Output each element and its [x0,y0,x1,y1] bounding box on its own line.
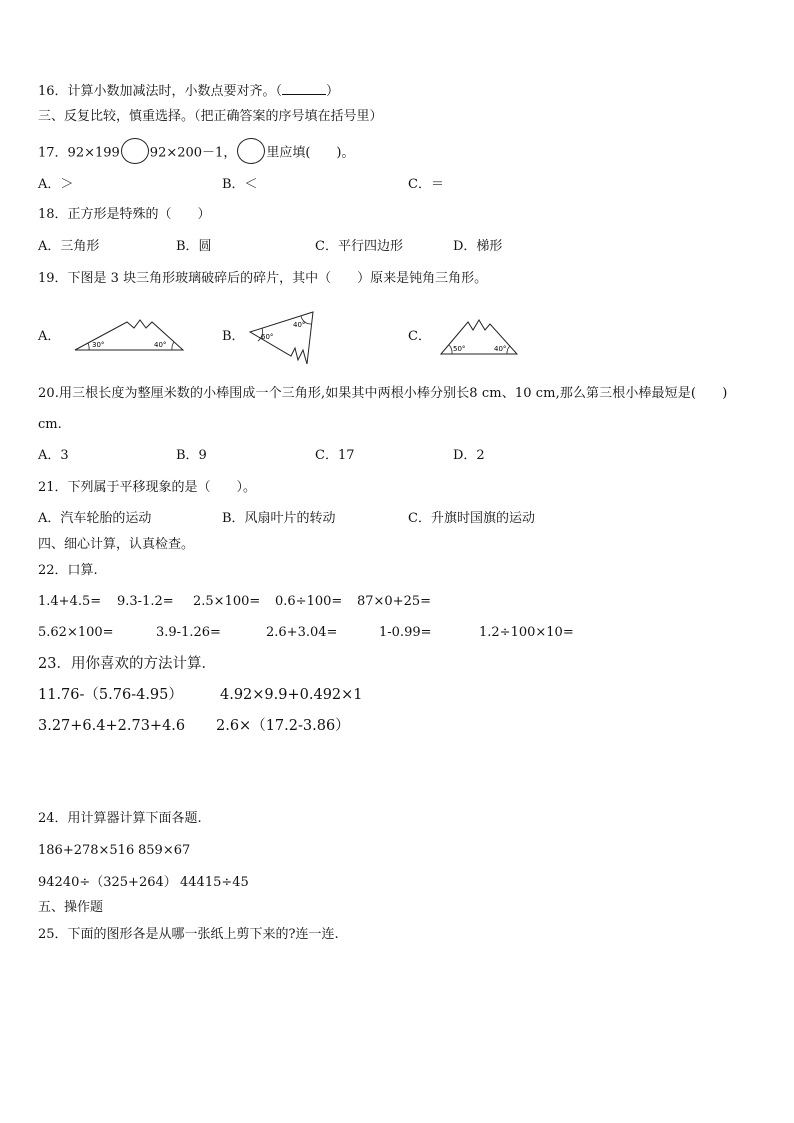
option-d[interactable]: D．2 [453,448,485,463]
oral-calc-item: 2.5×100= [193,594,261,609]
option-a[interactable]: A．汽车轮胎的运动 [38,511,152,526]
option-b[interactable]: B． [222,329,245,344]
question-21: 21．下列属于平移现象的是（ ）。 [38,480,257,495]
calculator-expression: 44415÷45 [180,875,249,890]
option-c[interactable]: C．17 [315,448,355,463]
angle-label: 40° [293,321,306,329]
question-22: 22．口算. [38,563,98,578]
calc-expression: 4.92×9.9+0.492×1 [220,687,363,703]
question-25: 25．下面的图形各是从哪一张纸上剪下来的?连一连. [38,927,339,942]
angle-label: 40° [494,345,507,353]
oral-calc-item: 9.3-1.2= [117,594,174,609]
question-16-text: 16．计算小数加减法时，小数点要对齐。（ [38,84,283,99]
oral-calc-item: 0.6÷100= [275,594,343,609]
angle-label: 50° [453,345,466,353]
option-b[interactable]: B．9 [176,448,207,463]
option-b[interactable]: B．＜ [222,177,258,192]
option-a[interactable]: A．3 [38,448,69,463]
question-18: 18．正方形是特殊的（ ） [38,207,211,222]
calculator-expression: 859×67 [138,843,191,858]
calc-expression: 3.27+6.4+2.73+4.6 [38,718,186,734]
oral-calc-item: 3.9-1.26= [156,625,221,640]
question-17-part1: 17．92×199 [38,145,120,161]
glass-fragment-c-figure [438,314,520,358]
question-20: 20.用三根长度为整厘米数的小棒围成一个三角形,如果其中两根小棒分别长8 cm、10 cm,那么第三根小棒最短是( ) [38,386,728,401]
compare-circle[interactable] [237,138,265,164]
question-19: 19．下图是 3 块三角形玻璃破碎后的碎片，其中（ ）原来是钝角三角形。 [38,271,488,286]
question-16-close: ） [326,84,340,99]
option-c[interactable]: C． [408,329,431,344]
section-5-heading: 五、操作题 [38,900,104,915]
question-24: 24．用计算器计算下面各题. [38,811,202,826]
section-4-heading: 四、细心计算，认真检查。 [38,537,195,552]
compare-circle[interactable] [121,138,149,164]
question-23: 23．用你喜欢的方法计算． [38,656,216,672]
option-c[interactable]: C．升旗时国旗的运动 [408,511,535,526]
glass-fragment-b-figure [245,308,320,366]
oral-calc-item: 1-0.99= [379,625,432,640]
question-17-part3: 里应填( )。 [266,145,355,161]
calc-expression: 11.76-（5.76-4.95） [38,687,183,703]
oral-calc-item: 2.6+3.04= [266,625,338,640]
oral-calc-item: 1.2÷100×10= [479,625,574,640]
angle-label: 30° [92,341,105,349]
calc-expression: 2.6×（17.2-3.86） [216,718,350,734]
section-3-heading: 三、反复比较，慎重选择。（把正确答案的序号填在括号里） [38,109,383,124]
question-17-part2: 92×200－1， [149,145,237,161]
calculator-expression: 186+278×516 [38,843,135,858]
oral-calc-item: 5.62×100= [38,625,114,640]
option-a[interactable]: A．＞ [38,177,74,192]
option-d[interactable]: D．梯形 [453,239,503,254]
option-a[interactable]: A． [38,329,61,344]
glass-fragment-a-figure [72,314,187,356]
option-b[interactable]: B．风扇叶片的转动 [222,511,336,526]
question-16 [38,82,339,100]
option-b[interactable]: B．圆 [176,239,212,254]
option-a[interactable]: A．三角形 [38,239,100,254]
oral-calc-item: 1.4+4.5= [38,594,102,609]
oral-calc-item: 87×0+25= [357,594,432,609]
angle-label: 60° [261,333,274,341]
question-17 [38,142,354,164]
angle-label: 40° [154,341,167,349]
option-c[interactable]: C．平行四边形 [315,239,403,254]
answer-blank[interactable] [282,82,326,95]
question-20-unit: cm. [38,417,62,432]
option-c[interactable]: C．＝ [408,177,444,192]
calculator-expression: 94240÷（325+264） [38,875,177,890]
